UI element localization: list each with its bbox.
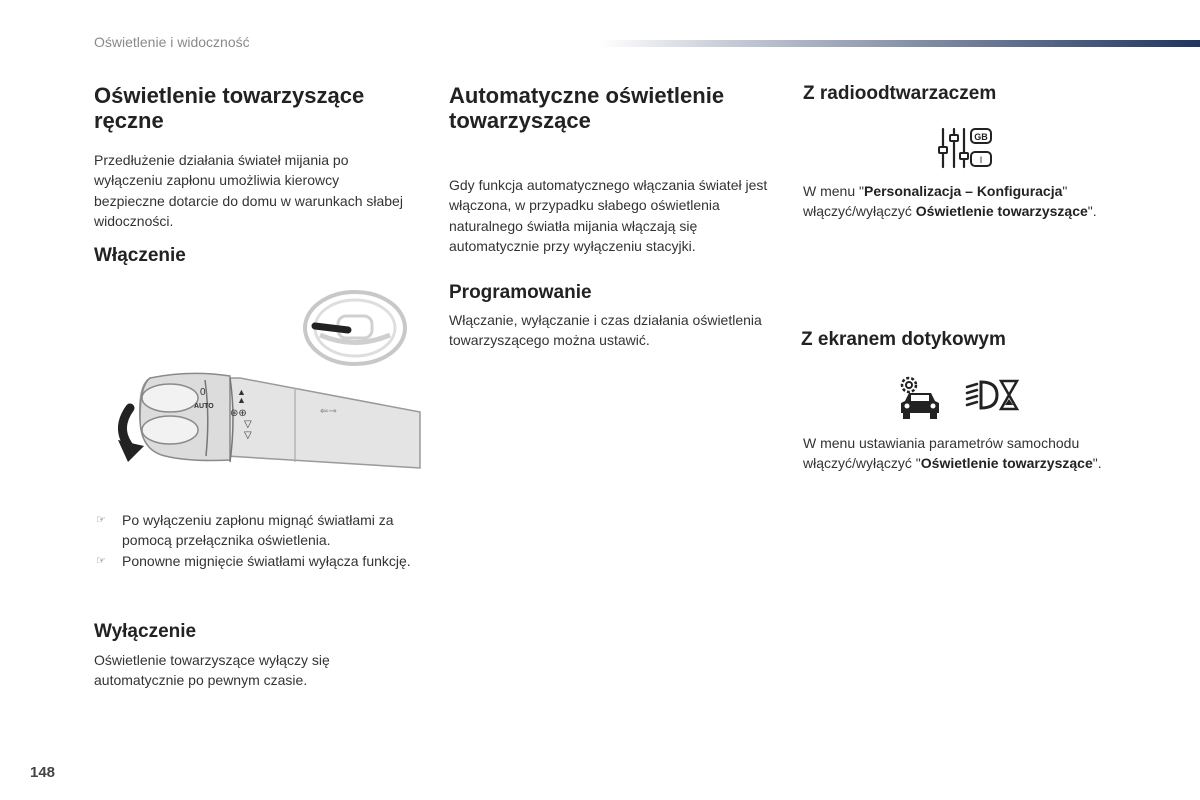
- headlight-timer-icon: [963, 378, 1023, 414]
- svg-text:▲: ▲: [237, 395, 246, 405]
- stalk-off-label: 0: [200, 387, 206, 398]
- settings-sliders-icon: [935, 125, 997, 171]
- svg-text:▲: ▲: [237, 387, 246, 397]
- activation-steps: [94, 510, 414, 571]
- page-number: 148: [30, 764, 56, 781]
- car-settings-icon: [895, 375, 945, 421]
- steering-wheel-icon: [305, 292, 405, 364]
- switch-off-heading: Wyłączenie: [94, 621, 197, 642]
- radio-instruction-text: W menu "Personalizacja – Konfiguracja" włączyć/wyłączyć Oświetlenie towarzyszące".: [803, 183, 1097, 220]
- section-label: Oświetlenie i widoczność: [94, 34, 250, 50]
- svg-text:⇐⊸: ⇐⊸: [320, 406, 337, 417]
- list-item: ☞ Po wyłączeniu zapłonu mignąć światłami za pomocą przełącznika oświetlenia.: [96, 512, 394, 549]
- pointing-hand-icon: ☞: [96, 514, 106, 526]
- switch-off-text: Oświetlenie towarzyszące wyłączy się automatycznie po pewnym czasie.: [94, 652, 330, 689]
- touchscreen-heading: Z ekranem dotykowym: [801, 329, 1006, 350]
- radio-heading: Z radioodtwarzaczem: [803, 83, 997, 104]
- language-i-label: I: [979, 155, 983, 165]
- switch-on-heading: Włączenie: [94, 245, 186, 266]
- programming-heading: Programowanie: [449, 282, 592, 303]
- svg-text:▽: ▽: [244, 430, 252, 441]
- touchscreen-instruction-text: W menu ustawiania parametrów samochodu włączyć/wyłączyć "Oświetlenie towarzyszące".: [803, 435, 1102, 472]
- pointing-hand-icon: ☞: [96, 554, 106, 567]
- auto-intro-text: Gdy funkcja automatycznego włączania świateł jest włączona, w przypadku słabego oświetlenia naturalnego światła mijania włączają się automatycznie przy wyłączeniu stacyjki.: [449, 177, 768, 254]
- language-gb-label: GB: [974, 132, 988, 142]
- lighting-stalk-illustration: [110, 290, 425, 470]
- svg-text:⊛⊕: ⊛⊕: [230, 408, 247, 419]
- manual-guide-lighting-title: Oświetlenie towarzyszące ręczne: [94, 83, 365, 133]
- manual-intro-text: Przedłużenie działania świateł mijania po wyłączeniu zapłonu umożliwia kierowcy bezpieczne dotarcie do domu w warunkach słabej widoczności.: [94, 152, 403, 229]
- programming-text: Włączanie, wyłączanie i czas działania oświetlenia towarzyszącego można ustawić.: [449, 312, 762, 349]
- list-item: ☞ Ponowne mignięcie światłami wyłącza funkcję.: [94, 551, 414, 571]
- svg-text:▽: ▽: [244, 419, 252, 430]
- auto-guide-lighting-title: Automatyczne oświetlenie towarzyszące: [449, 83, 725, 133]
- stalk-auto-label: AUTO: [194, 403, 214, 410]
- header-bar: [600, 40, 1200, 47]
